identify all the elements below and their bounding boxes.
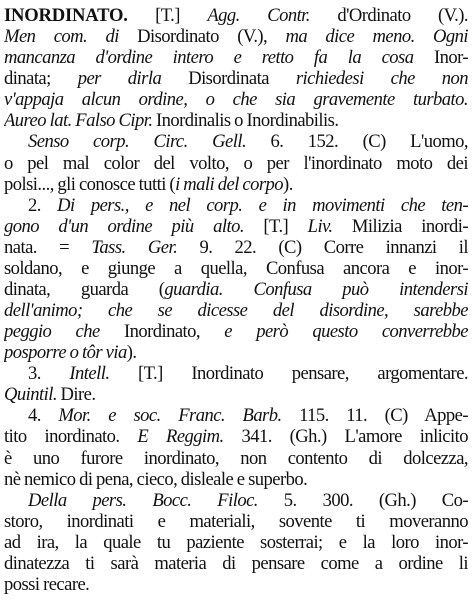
roman-text: 9. 22. (C) Corre innanzi il (177, 236, 468, 258)
italic-text: posporre o tôr via (4, 342, 127, 364)
roman-text: storo, inordinati e materiali, sovente ti moveranno (4, 510, 468, 532)
italic-text: Agg. Contr. (207, 5, 310, 26)
roman-text: Dire. (56, 384, 96, 406)
italic-text: richiedesi che non (295, 68, 468, 90)
italic-text: i mali del corpo (175, 173, 284, 195)
roman-text: [T.] (243, 215, 308, 237)
italic-text: mancanza d'ordine intero e retto fa la cosa (4, 47, 414, 69)
roman-text: polsi..., gli conosce tutti ( (4, 173, 176, 195)
italic-text: Aureo lat. Falso Cipr. (4, 110, 153, 132)
roman-text: 2. (28, 194, 58, 216)
roman-text: dinatezza ti sarà materia di pensare come a ordine li (4, 552, 468, 574)
roman-text: ). (126, 342, 137, 364)
italic-text: Di pers., e nel corp. e in movimenti che ten- (57, 194, 468, 216)
roman-text: 115. 11. (C) Appe- (281, 405, 468, 427)
roman-text: ). (283, 173, 293, 195)
roman-text: d'Ordinato (V.). (309, 5, 468, 26)
roman-text: [T.] (127, 5, 208, 26)
italic-text: Senso corp. Circ. Gell. (28, 131, 247, 153)
roman-text: 4. (28, 405, 59, 427)
italic-text: ma dice meno. Ogni (285, 26, 468, 48)
italic-text: Intell. (69, 363, 110, 385)
italic-text: e però questo converrebbe (224, 321, 468, 343)
roman-text: Inordinato, (99, 321, 225, 343)
italic-text: Della pers. Bocc. Filoc. (28, 489, 258, 511)
roman-text: è uno furore inordinato, non contento di dolcezza, (4, 447, 468, 469)
italic-text: Quintil. (4, 384, 57, 406)
italic-text: dell'animo; che se dicesse del disordine, sarebbe (4, 300, 468, 322)
italic-text: guardia. Confusa può intendersi (164, 278, 468, 300)
roman-text: nata. = (4, 236, 92, 258)
roman-text: tito inordinato. (4, 426, 138, 448)
roman-text: soldano, e giunge a quella, Confusa ancora e inor- (4, 257, 468, 279)
italic-text: per dirla (77, 68, 162, 90)
italic-text: Tass. Ger. (91, 236, 178, 258)
italic-text: Men com. di (4, 26, 119, 48)
roman-text: dinata; (4, 68, 78, 90)
italic-text: v'appaja alcun ordine, o che sia gravemente turbato. (4, 89, 468, 111)
roman-text: o pel mal color del volto, o per l'inordinato moto dei (4, 152, 468, 174)
roman-text: Milizia inordi- (332, 215, 468, 237)
roman-text: Disordinato (V.), (118, 26, 286, 48)
roman-text: Disordinata (161, 68, 296, 90)
roman-text: Inor- (413, 47, 468, 69)
roman-text: dinata, guarda ( (4, 278, 165, 300)
entry-line (4, 573, 468, 597)
roman-text: possi recare. (4, 574, 90, 595)
roman-text: 3. (28, 363, 70, 385)
italic-text: Mor. e soc. Franc. Barb. (58, 405, 282, 427)
roman-text: Inordinalis o Inordinabilis. (152, 110, 339, 132)
italic-text: Liv. (307, 215, 333, 237)
headword: INORDINATO. (4, 5, 128, 26)
italic-text: E Reggim. (137, 426, 224, 448)
roman-text: 5. 300. (Gh.) Co- (257, 489, 468, 511)
roman-text: ad ira, la quale tu paziente sosterrai; e la loro inor- (4, 531, 468, 553)
roman-text: [T.] Inordinato pensare, argomentare. (109, 363, 468, 385)
italic-text: gono d'un ordine più alto. (4, 215, 244, 237)
roman-text: nè nemico di pena, cieco, disleale e superbo. (4, 468, 308, 490)
roman-text: 341. (Gh.) L'amore inlicito (223, 426, 468, 448)
roman-text: 6. 152. (C) L'uomo, (246, 131, 468, 153)
italic-text: peggio che (4, 321, 100, 343)
